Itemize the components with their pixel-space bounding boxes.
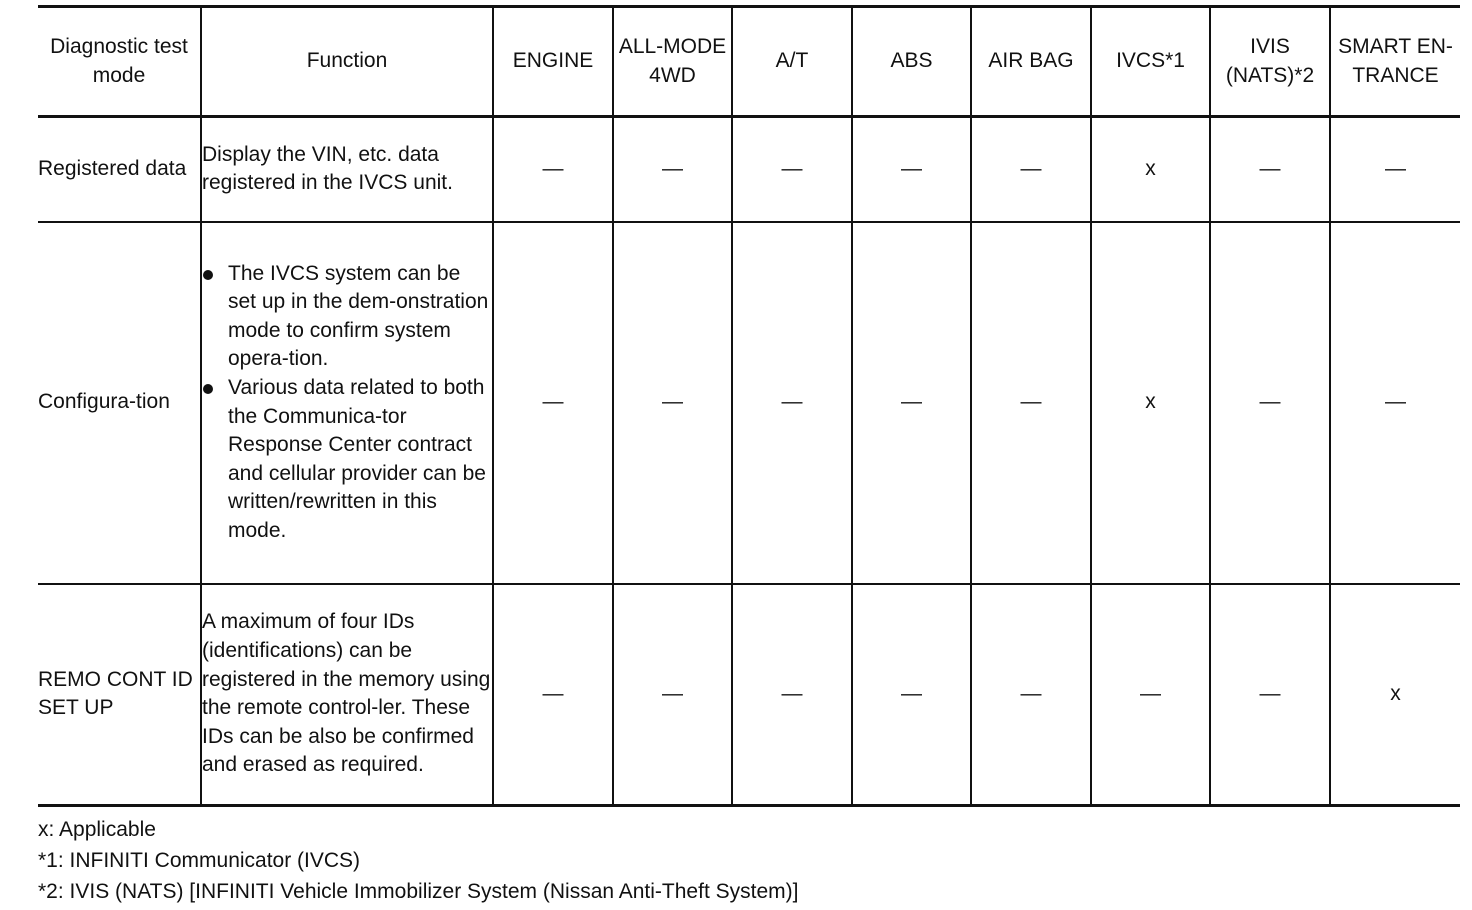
table-cell-mark: — [493,117,613,222]
table-row [38,584,1460,806]
row-mode-label: Configura-tion [38,222,201,584]
table-cell-mark: — [732,222,852,584]
table-cell-mark: — [493,222,613,584]
header-smart-entrance: SMART EN-TRANCE [1330,7,1460,117]
table-cell-mark: — [1210,584,1330,806]
table-cell-mark: — [1210,222,1330,584]
table-cell-mark: — [1091,584,1210,806]
table-cell-mark: — [852,117,971,222]
row-mode-label: Registered data [38,117,201,222]
header-all-mode-4wd: ALL-MODE 4WD [613,7,732,117]
bullet-dot-icon [203,270,213,280]
table-cell-mark: — [732,584,852,806]
table-cell-mark: x [1091,222,1210,584]
header-at: A/T [732,7,852,117]
footnote-legend: x: Applicable [38,818,156,841]
table-cell-mark: — [971,222,1091,584]
table-row [38,117,1460,222]
table-cell-mark: — [732,117,852,222]
bullet-dot-icon [203,384,213,394]
table-cell-mark: — [1330,222,1460,584]
row-mode-label: REMO CONT ID SET UP [38,584,201,806]
diagnostic-mode-table [38,5,1460,807]
function-bullet-list [202,260,492,546]
header-ivis-nats: IVIS (NATS)*2 [1210,7,1330,117]
header-function: Function [201,7,493,117]
header-diagnostic-test-mode: Diagnostic test mode [38,7,201,117]
table-cell-mark: — [613,222,732,584]
table-row [38,222,1460,584]
table-cell-mark: — [613,584,732,806]
bullet-item [202,260,492,374]
header-engine: ENGINE [493,7,613,117]
table-cell-mark: — [1330,117,1460,222]
row-function-text: A maximum of four IDs (identifications) can be registered in the memory using the remote control-ler. These IDs can be also be confirmed and erased as required. [201,584,493,806]
header-ivcs: IVCS*1 [1091,7,1210,117]
header-air-bag: AIR BAG [971,7,1091,117]
table-cell-mark: — [1210,117,1330,222]
table-cell-mark: — [493,584,613,806]
row-function-text: Display the VIN, etc. data registered in the IVCS unit. [201,117,493,222]
table-cell-mark: — [852,222,971,584]
row-function-bullets [201,222,493,584]
table-cell-mark: — [852,584,971,806]
table-cell-mark: — [971,584,1091,806]
footnotes [38,814,798,907]
table-cell-mark: — [971,117,1091,222]
header-abs: ABS [852,7,971,117]
table-cell-mark: — [613,117,732,222]
bullet-text: The IVCS system can be set up in the dem-onstration mode to confirm system opera-tion. [228,261,489,371]
header-row [38,7,1460,117]
table-cell-mark: x [1091,117,1210,222]
footnote-2: *2: IVIS (NATS) [INFINITI Vehicle Immobilizer System (Nissan Anti-Theft System)] [38,880,799,903]
bullet-text: Various data related to both the Communica-tor Response Center contract and cellular provider can be written/rewritten in this mode. [228,375,486,542]
table-cell-mark: x [1330,584,1460,806]
footnote-1: *1: INFINITI Communicator (IVCS) [38,849,361,872]
bullet-item [202,374,492,546]
